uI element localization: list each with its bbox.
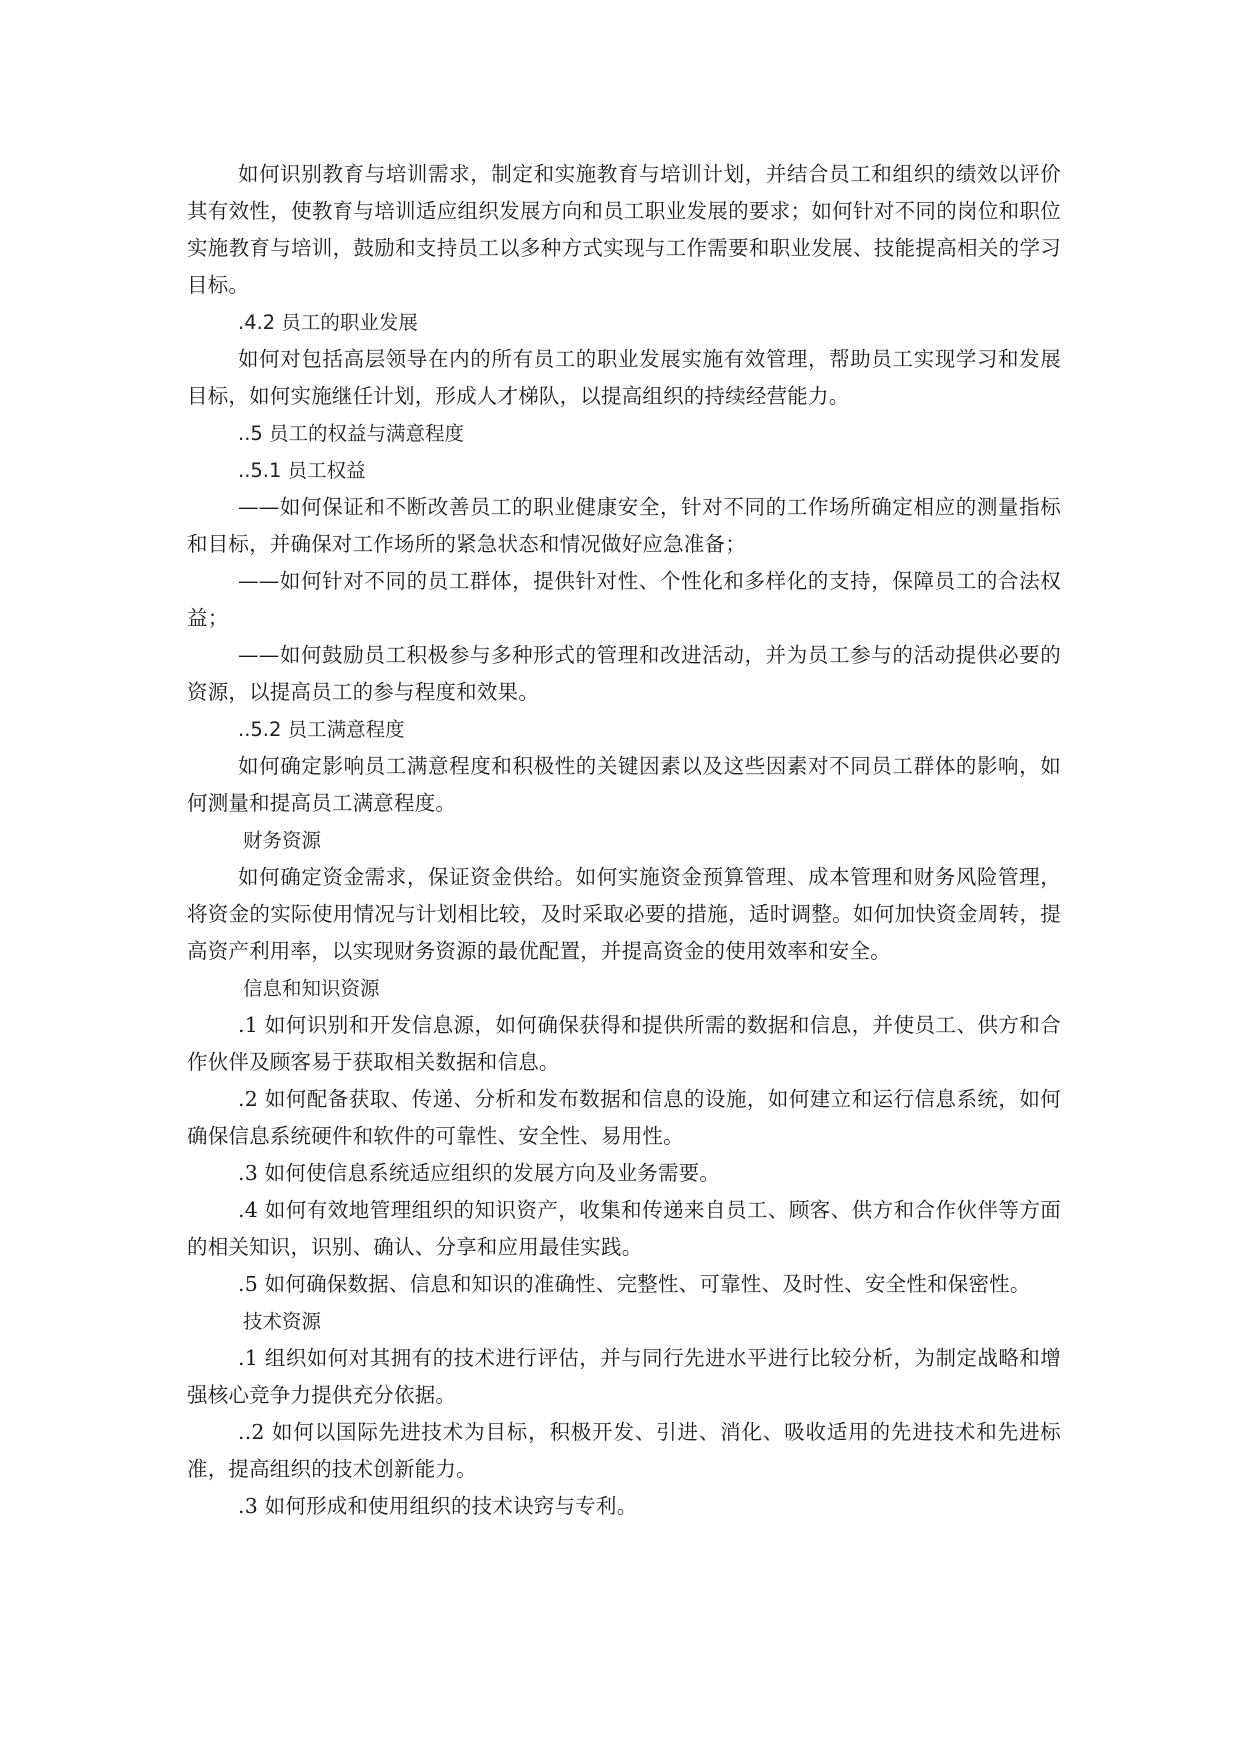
paragraph-info-5: .5 如何确保数据、信息和知识的准确性、完整性、可靠性、及时性、安全性和保密性。 — [238, 1272, 1031, 1296]
paragraph-health-safety: ——如何保证和不断改善员工的职业健康安全，针对不同的工作场所确定相应的测量指标和目标，并确保对工作场所的紧急状态和情况做好应急准备； — [187, 495, 1061, 556]
paragraph-financial: 如何确定资金需求，保证资金供给。如何实施资金预算管理、成本管理和财务风险管理，将资金的实际使用情况与计划相比较，及时采取必要的措施，适时调整。如何加快资金周转，提高资产利用率，以实现财务资源的最优配置，并提高资金的使用效率和安全。 — [187, 865, 1061, 963]
heading-career-development: .4.2 员工的职业发展 — [238, 311, 418, 334]
paragraph-info-3: .3 如何使信息系统适应组织的发展方向及业务需要。 — [238, 1161, 721, 1185]
paragraph-info-4: .4 如何有效地管理组织的知识资产，收集和传递来自员工、顾客、供方和合作伙伴等方面的相关知识，识别、确认、分享和应用最佳实践。 — [187, 1198, 1061, 1259]
heading-technology-resources: 技术资源 — [243, 1310, 322, 1333]
paragraph-training-needs: 如何识别教育与培训需求，制定和实施教育与培训计划，并结合员工和组织的绩效以评价其有效性，使教育与培训适应组织发展方向和员工职业发展的要求；如何针对不同的岗位和职位实施教育与培训，鼓励和支持员工以多种方式实现与工作需要和职业发展、技能提高相关的学习目标。 — [187, 162, 1061, 297]
paragraph-satisfaction: 如何确定影响员工满意程度和积极性的关键因素以及这些因素对不同员工群体的影响，如何测量和提高员工满意程度。 — [187, 754, 1061, 815]
paragraph-info-2: .2 如何配备获取、传递、分析和发布数据和信息的设施，如何建立和运行信息系统，如何确保信息系统硬件和软件的可靠性、安全性、易用性。 — [187, 1087, 1061, 1148]
heading-information-knowledge: 信息和知识资源 — [243, 977, 380, 1000]
heading-employee-satisfaction: ..5.2 员工满意程度 — [238, 718, 405, 741]
paragraph-employee-groups: ——如何针对不同的员工群体，提供针对性、个性化和多样化的支持，保障员工的合法权益； — [187, 569, 1061, 630]
paragraph-tech-1: .1 组织如何对其拥有的技术进行评估，并与同行先进水平进行比较分析，为制定战略和增强核心竞争力提供充分依据。 — [187, 1346, 1061, 1407]
document-body — [187, 156, 1061, 1525]
paragraph-tech-3: .3 如何形成和使用组织的技术诀窍与专利。 — [238, 1494, 638, 1518]
paragraph-participation: ——如何鼓励员工积极参与多种形式的管理和改进活动，并为员工参与的活动提供必要的资源，以提高员工的参与程度和效果。 — [187, 643, 1061, 704]
heading-rights-satisfaction: ..5 员工的权益与满意程度 — [238, 422, 465, 445]
paragraph-career-development: 如何对包括高层领导在内的所有员工的职业发展实施有效管理，帮助员工实现学习和发展目标，如何实施继任计划，形成人才梯队，以提高组织的持续经营能力。 — [187, 347, 1061, 408]
heading-employee-rights: ..5.1 员工权益 — [238, 459, 366, 482]
paragraph-info-1: .1 如何识别和开发信息源，如何确保获得和提供所需的数据和信息，并使员工、供方和合作伙伴及顾客易于获取相关数据和信息。 — [187, 1013, 1061, 1074]
heading-financial-resources: 财务资源 — [243, 829, 322, 852]
paragraph-tech-2: ..2 如何以国际先进技术为目标，积极开发、引进、消化、吸收适用的先进技术和先进标准，提高组织的技术创新能力。 — [187, 1420, 1061, 1481]
